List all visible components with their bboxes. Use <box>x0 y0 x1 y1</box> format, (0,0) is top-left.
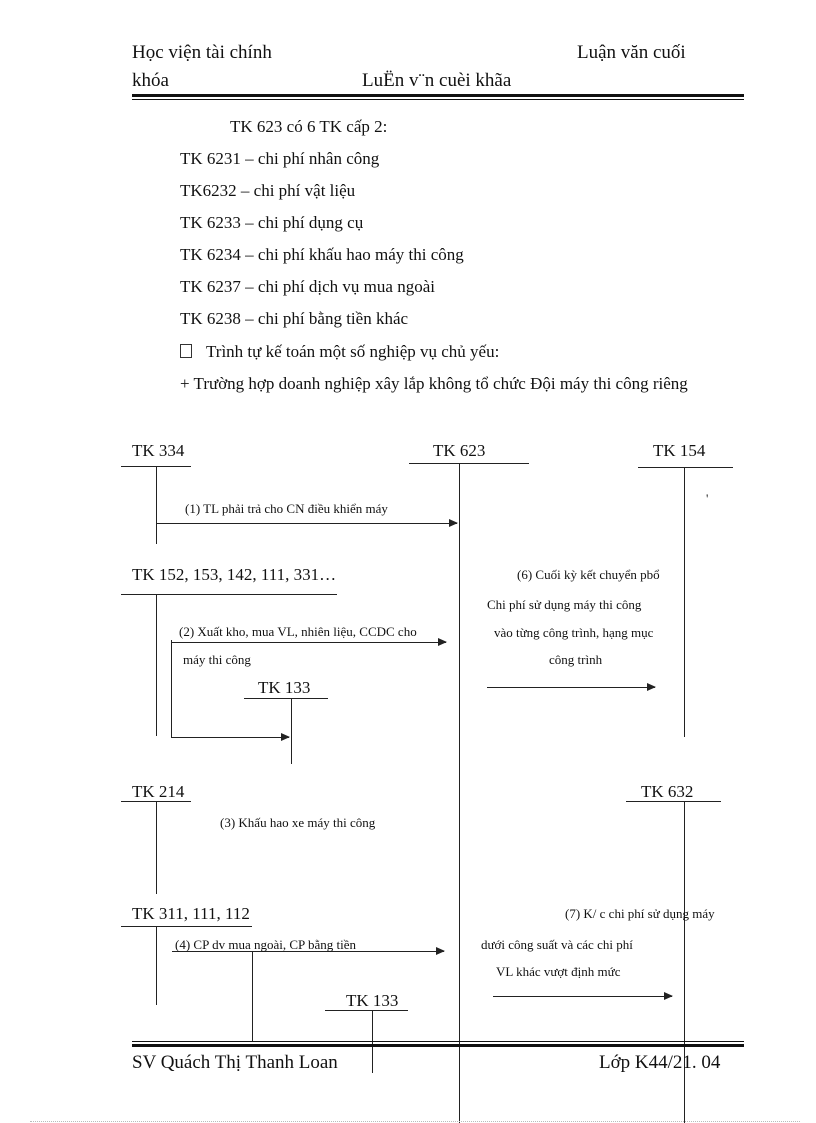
footer-rule-thick <box>132 1044 744 1047</box>
note-3: (3) Khấu hao xe máy thi công <box>220 815 376 830</box>
bullet-box-icon <box>180 344 192 358</box>
account-tk632: TK 632 <box>641 782 694 801</box>
header-rule-thick <box>132 94 744 97</box>
account-tk152: TK 152, 153, 142, 111, 331… <box>132 565 337 584</box>
account-tk214: TK 214 <box>132 782 185 801</box>
arrow-7 <box>493 996 672 997</box>
tk311-top-line <box>121 926 252 927</box>
note-6-line3: vào từng công trình, hạng mục <box>494 625 654 640</box>
note-6-line1: (6) Cuối kỳ kết chuyển pbổ <box>517 567 660 582</box>
note-6-line4: công trình <box>549 652 603 667</box>
tk214-stem <box>156 801 157 894</box>
tk152-top-line <box>121 594 337 595</box>
footer-class: Lớp K44/21. 04 <box>599 1052 721 1073</box>
sub-account-6232: TK6232 – chi phí vật liệu <box>180 181 356 200</box>
account-tk334: TK 334 <box>132 441 185 460</box>
footer-student: SV Quách Thị Thanh Loan <box>132 1052 338 1073</box>
tk152-branch-line <box>171 640 172 737</box>
account-tk311: TK 311, 111, 112 <box>132 904 250 923</box>
tk334-stem <box>156 466 157 544</box>
tk133a-top-line <box>244 698 328 699</box>
procedure-line <box>180 342 499 362</box>
tk154-stem <box>684 467 685 737</box>
note-6-line2: Chi phí sử dụng máy thi công <box>487 597 642 612</box>
account-tk133-a: TK 133 <box>258 678 311 697</box>
footer-rule-thin <box>132 1041 744 1042</box>
procedure-text: Trình tự kế toán một số nghiệp vụ chủ yếu: <box>206 342 500 361</box>
note-7-line2: dưới công suất và các chi phí <box>481 937 633 952</box>
stray-mark: ' <box>706 491 709 506</box>
tk133b-top-line <box>325 1010 408 1011</box>
note-7-line1: (7) K/ c chi phí sử dụng máy <box>565 906 715 921</box>
tk152-stem <box>156 594 157 736</box>
header-khoa: khóa <box>132 70 169 91</box>
header-school: Học viện tài chính <box>132 42 272 63</box>
case-text: + Trường hợp doanh nghiệp xây lắp không tổ chức Đội máy thi công riêng <box>180 374 688 393</box>
arrow-1 <box>156 523 457 524</box>
note-7-line3: VL khác vượt định mức <box>496 964 621 979</box>
arrow-6 <box>487 687 655 688</box>
tk623-top-line <box>409 463 529 464</box>
header-garbled-title: LuËn v¨n cuèi khãa <box>362 70 512 91</box>
sub-account-6231: TK 6231 – chi phí nhân công <box>180 149 380 168</box>
tk311-stem <box>156 926 157 1005</box>
note-4: (4) CP dv mua ngoài, CP bằng tiền <box>175 937 357 952</box>
tk632-stem <box>684 801 685 1123</box>
note-2-line1: (2) Xuất kho, mua VL, nhiên liệu, CCDC cho <box>179 624 417 639</box>
account-tk623: TK 623 <box>433 441 486 460</box>
sub-account-6233: TK 6233 – chi phí dụng cụ <box>180 213 364 232</box>
header-rule-thin <box>132 99 744 100</box>
account-tk133-b: TK 133 <box>346 991 399 1010</box>
tk133a-stem <box>291 698 292 764</box>
sub-account-6237: TK 6237 – chi phí dịch vụ mua ngoài <box>180 277 435 296</box>
note-2-line2: máy thi công <box>183 652 251 667</box>
note-1: (1) TL phải trả cho CN điều khiển máy <box>185 501 388 516</box>
intro-text: TK 623 có 6 TK cấp 2: <box>230 117 388 136</box>
tk311-branch-line <box>252 951 253 1042</box>
header-thesis-title: Luận văn cuối <box>577 42 686 63</box>
account-tk154: TK 154 <box>653 441 706 460</box>
tk154-top-line <box>638 467 733 468</box>
tk623-stem <box>459 463 460 1123</box>
arrow-2-vat <box>171 737 289 738</box>
sub-account-6238: TK 6238 – chi phí bằng tiền khác <box>180 309 409 328</box>
sub-account-6234: TK 6234 – chi phí khấu hao máy thi công <box>180 245 464 264</box>
page-bottom-dotted-line <box>30 1121 800 1122</box>
arrow-2 <box>171 642 446 643</box>
tk632-top-line <box>626 801 721 802</box>
